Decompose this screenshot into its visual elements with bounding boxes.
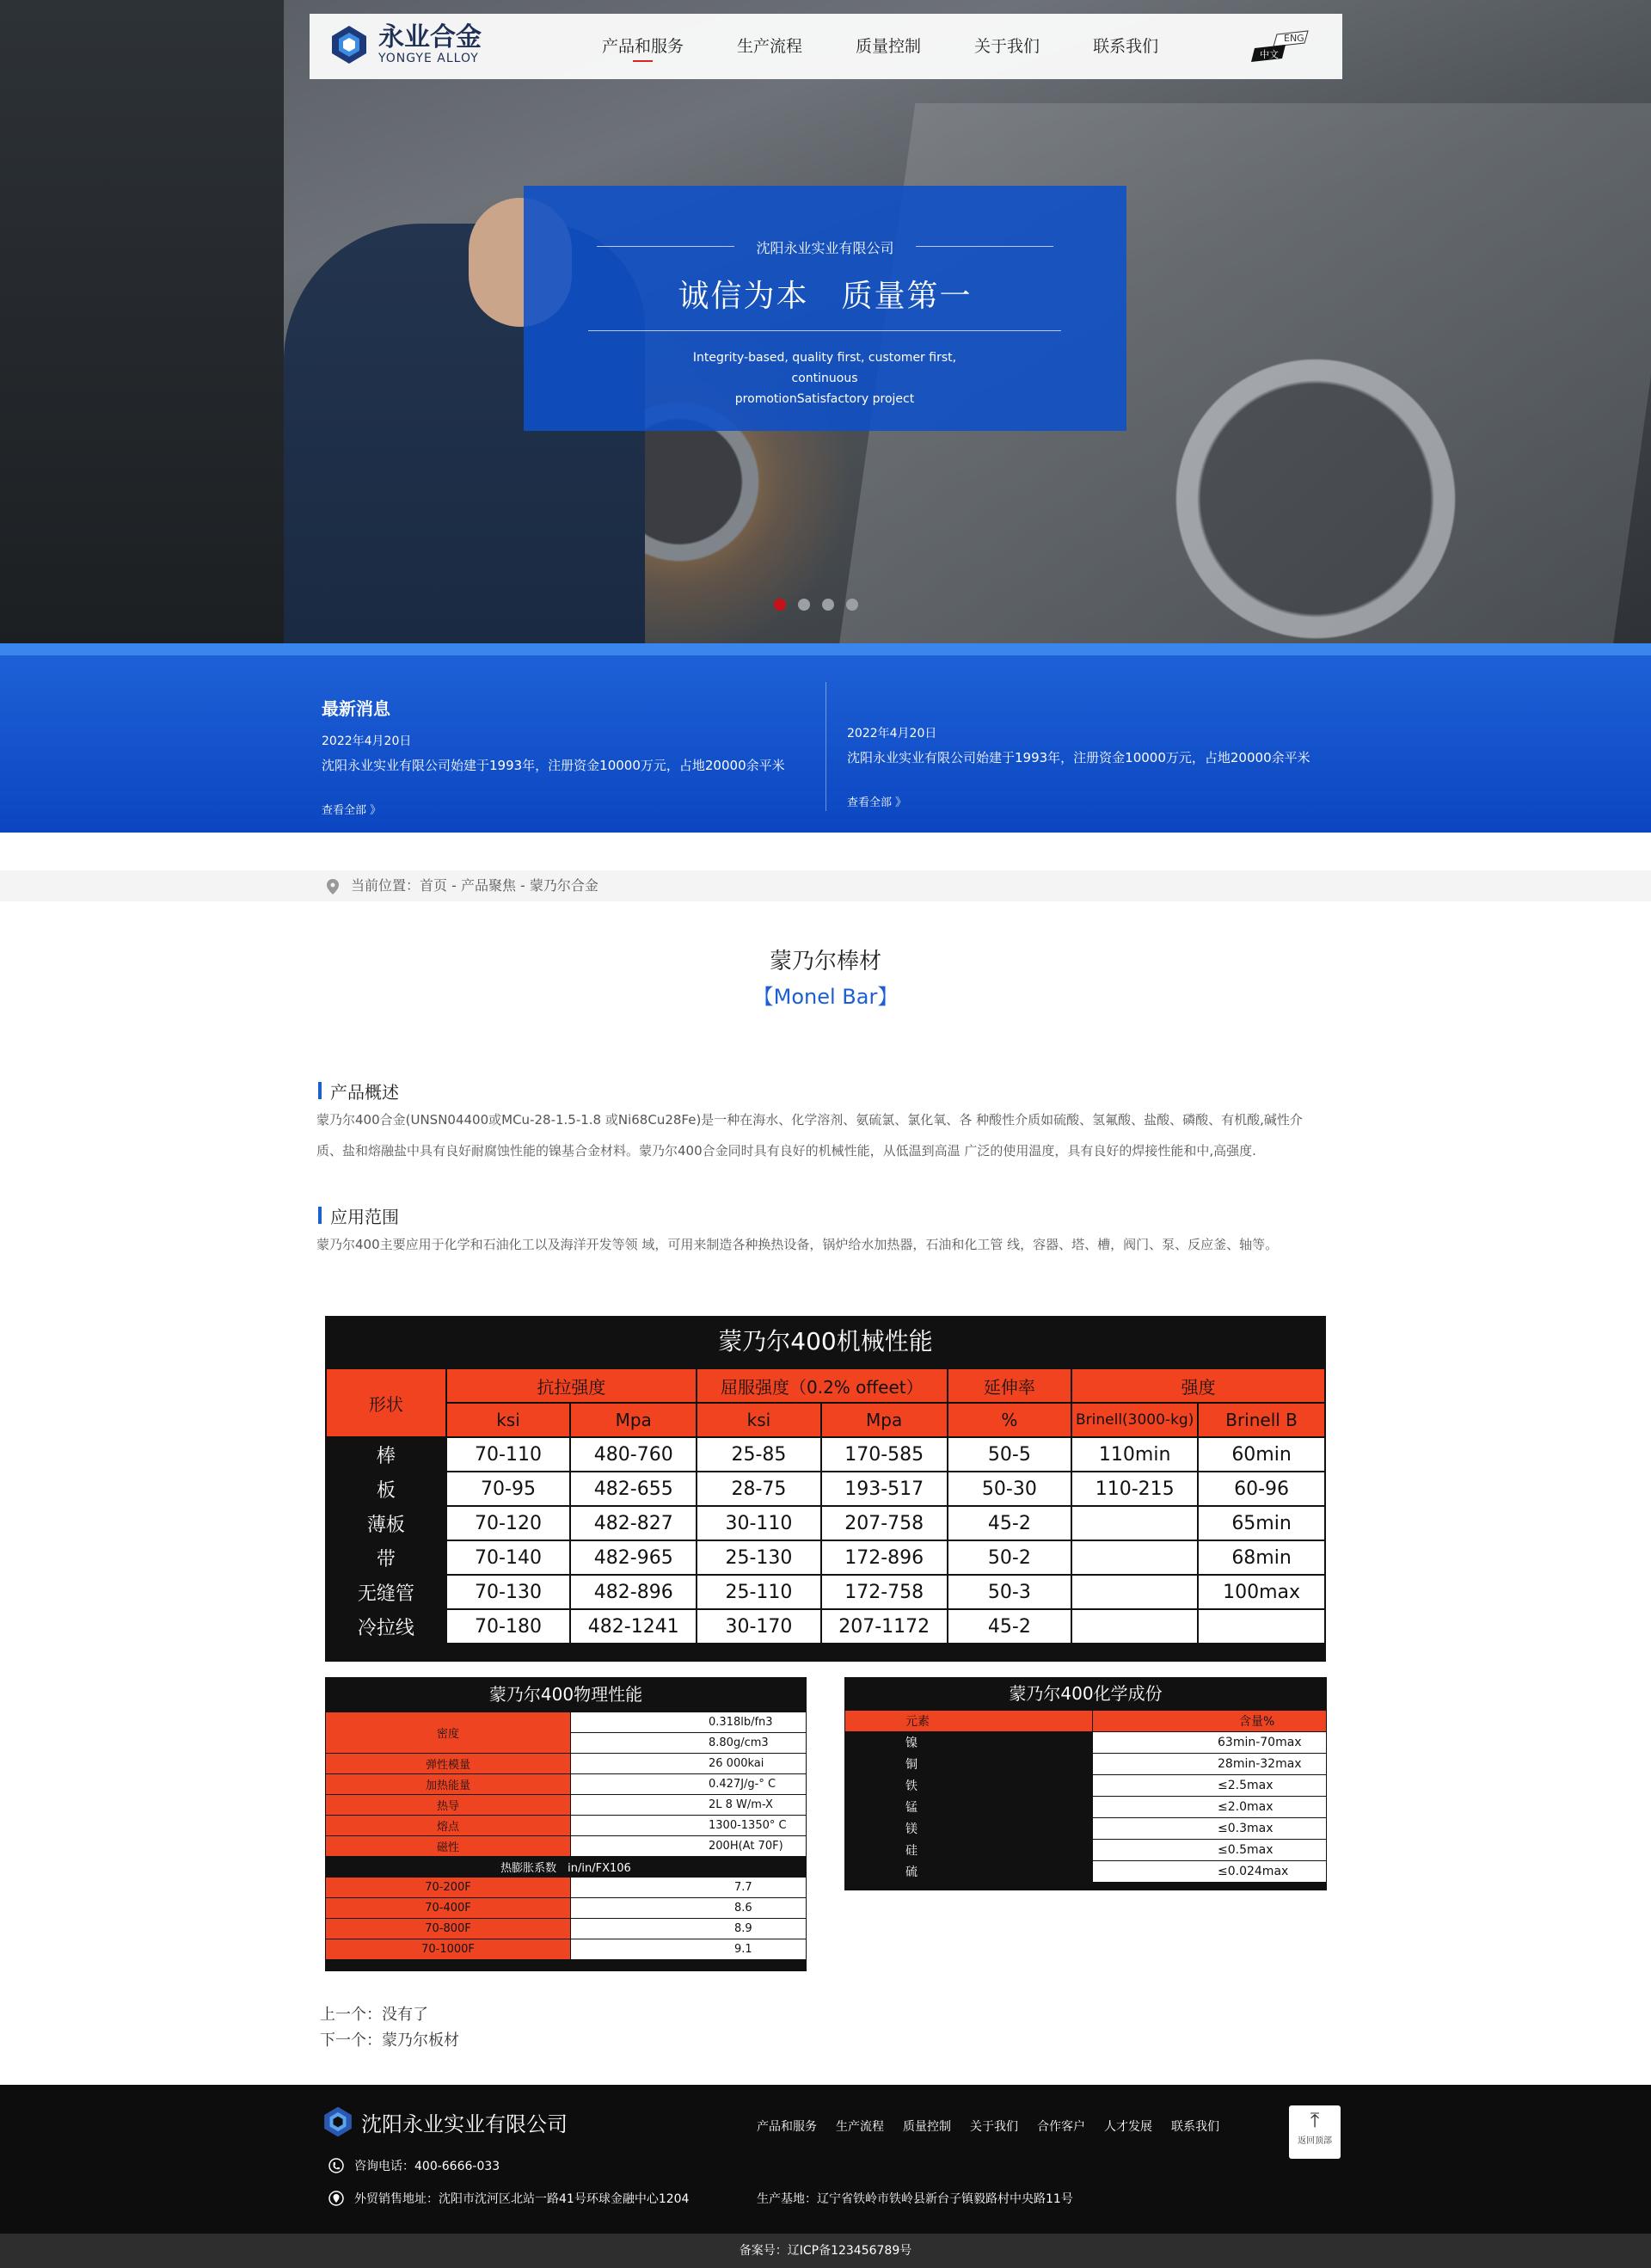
subcol-mpa: Mpa (570, 1403, 697, 1437)
table-row: 70-400F 8.6 (326, 1898, 807, 1919)
overview-heading: 产品概述 (318, 1079, 399, 1103)
news-item-2 (847, 721, 1310, 809)
footer-link-about[interactable]: 关于我们 (970, 2120, 1018, 2134)
location-pin-icon (328, 2191, 344, 2206)
news-title: 最新消息 (322, 698, 390, 719)
table-row: 带 70-140 482-965 25-130 172-896 50-2 68min (326, 1540, 1325, 1575)
news-date: 2022年4月20日 (847, 727, 937, 741)
logo-cn: 永业合金 (378, 22, 482, 52)
banner-slogan (524, 186, 1126, 431)
table-row: 镁 ≤0.3max (845, 1818, 1327, 1840)
hero-banner (0, 0, 1651, 647)
arrow-up-icon: ⤒ (1310, 2108, 1320, 2132)
col-elongation: 延伸率 (948, 1368, 1072, 1403)
table-row: 镍 63min-70max (845, 1732, 1327, 1754)
footer-phone: 咨询电话：400-6666-033 (328, 2157, 500, 2174)
col-shape: 形状 (326, 1368, 446, 1437)
footer (0, 2085, 1651, 2234)
col-hardness: 强度 (1071, 1368, 1325, 1403)
col-tensile: 抗拉强度 (446, 1368, 697, 1403)
logo[interactable] (328, 24, 482, 65)
carousel-dots (774, 599, 870, 611)
subcol-ksi: ksi (446, 1403, 571, 1437)
table-row: 棒 70-110 480-760 25-85 170-585 50-5 110min 60min (326, 1437, 1325, 1472)
table-row: 薄板 70-120 482-827 30-110 207-758 45-2 65min (326, 1506, 1325, 1540)
breadcrumb (0, 870, 1651, 901)
logo-icon (322, 2105, 354, 2138)
table-row: 无缝管 70-130 482-896 25-110 172-758 50-3 100max (326, 1575, 1325, 1609)
news-item-1 (322, 695, 785, 817)
overview-text: 蒙乃尔400合金(UNSN04400或MCu-28-1.5-1.8 或Ni68Cu28Fe)是一种在海水、化学溶剂、氨硫氯、氯化氧、各 种酸性介质如硫酸、氢氟酸、盐酸、磷酸、有机酸,碱性介质、盐和熔融盐中具有良好耐腐蚀性能的镍基合金材料。蒙乃尔400合金同时具有良好的机械性能，从低温到高温 广泛的使用温度，具有良好的焊接性能和中,高强度. (316, 1112, 1303, 1159)
logo-icon (328, 24, 370, 65)
chemical-composition-table (844, 1677, 1327, 1890)
table-row: 硅 ≤0.5max (845, 1840, 1327, 1861)
table-row: 熔点 1300-1350° C (326, 1816, 807, 1836)
main-menu (602, 14, 1212, 79)
back-to-top-button[interactable]: ⤒ 返回顶部 (1289, 2105, 1341, 2159)
carousel-dot-4[interactable] (846, 599, 858, 611)
menu-item-products[interactable]: 产品和服务 (602, 14, 684, 79)
table-row: 70-200F 7.7 (326, 1878, 807, 1898)
subcol-ksi: ksi (697, 1403, 821, 1437)
table-row: 铜 28min-32max (845, 1754, 1327, 1775)
table-row: 70-800F 8.9 (326, 1919, 807, 1939)
subcol-percent: % (948, 1403, 1072, 1437)
footer-production-base: 生产基地：辽宁省铁岭市铁岭县新台子镇毅路村中央路11号 (757, 2192, 1073, 2206)
banner-company: 沈阳永业实业有限公司 (756, 240, 894, 256)
application-heading: 应用范围 (318, 1203, 399, 1228)
table-row: 热膨胀系数 in/in/FX106 (326, 1857, 807, 1878)
lang-cn[interactable]: 中文 (1260, 49, 1279, 60)
table-row: 铁 ≤2.5max (845, 1775, 1327, 1797)
menu-item-process[interactable]: 生产流程 (737, 37, 803, 56)
table-header-row: 元素 含量% (845, 1711, 1327, 1732)
product-title: 蒙乃尔棒材 (769, 949, 881, 974)
table-row: 板 70-95 482-655 28-75 193-517 50-30 110-215 60-96 (326, 1472, 1325, 1506)
footer-logo[interactable] (322, 2105, 568, 2138)
subcol-brinell-b: Brinell B (1198, 1403, 1325, 1437)
prev-link[interactable]: 上一个：没有了 (320, 2006, 428, 2024)
footer-link-careers[interactable]: 人才发展 (1104, 2120, 1152, 2134)
footer-address: 外贸销售地址：沈阳市沈河区北站一路41号环球金融中心1204 (328, 2190, 689, 2207)
table-row: 热导 2L 8 W/m-X (326, 1795, 807, 1816)
lang-en[interactable]: ENG (1284, 33, 1304, 44)
news-more-link[interactable]: 查看全部 》 (322, 804, 382, 817)
table-row: 硫 ≤0.024max (845, 1861, 1327, 1883)
news-date: 2022年4月20日 (322, 734, 412, 748)
subcol-mpa: Mpa (821, 1403, 948, 1437)
physical-properties-table (325, 1677, 807, 1971)
location-pin-icon (327, 879, 339, 894)
news-more-link[interactable]: 查看全部 》 (847, 796, 907, 809)
application-text: 蒙乃尔400主要应用于化学和石油化工以及海洋开发等领 域，可用来制造各种换热设备，锅炉给水加热器，石油和化工管 线，容器、塔、槽，阀门、泵、反应釜、轴等。 (316, 1237, 1279, 1252)
table-row: 密度 0.318lb/fn3 (326, 1712, 807, 1733)
footer-link-products[interactable]: 产品和服务 (757, 2120, 817, 2134)
carousel-dot-1[interactable] (774, 599, 786, 611)
table-caption: 蒙乃尔400化学成份 (1009, 1683, 1163, 1704)
product-subtitle: 【Monel Bar】 (752, 985, 899, 1009)
table-caption: 蒙乃尔400物理性能 (488, 1684, 643, 1705)
phone-icon (328, 2158, 344, 2173)
subcol-brinell: Brinell(3000-kg) (1071, 1403, 1198, 1437)
table-row: 冷拉线 70-180 482-1241 30-170 207-1172 45-2 (326, 1609, 1325, 1644)
top-nav (310, 14, 1342, 79)
footer-link-quality[interactable]: 质量控制 (903, 2120, 951, 2134)
footer-link-contact[interactable]: 联系我们 (1171, 2120, 1219, 2134)
news-text[interactable]: 沈阳永业实业有限公司始建于1993年，注册资金10000万元，占地20000余平米 (847, 750, 1310, 765)
next-link[interactable]: 下一个：蒙乃尔板材 (320, 2031, 459, 2050)
table-row: 8.80g/cm3 (326, 1733, 807, 1754)
menu-item-quality[interactable]: 质量控制 (856, 37, 922, 56)
language-switch[interactable] (1251, 29, 1311, 64)
news-text[interactable]: 沈阳永业实业有限公司始建于1993年，注册资金10000万元，占地20000余平米 (322, 758, 785, 773)
menu-item-contact[interactable]: 联系我们 (1093, 37, 1159, 56)
menu-item-about[interactable]: 关于我们 (974, 37, 1040, 56)
table-row: 弹性模量 26 000kai (326, 1754, 807, 1774)
banner-english: Integrity-based, quality first, customer first, continuous promotionSatisfactory project (692, 351, 957, 406)
footer-menu (757, 2117, 1238, 2135)
footer-link-process[interactable]: 生产流程 (836, 2120, 884, 2134)
table-row: 磁性 200H(At 70F) (326, 1836, 807, 1857)
table-caption: 蒙乃尔400机械性能 (718, 1327, 933, 1355)
col-yield: 屈服强度（0.2% offeet） (697, 1368, 947, 1403)
table-row: 70-1000F 9.1 (326, 1939, 807, 1960)
icp-record: 备案号：辽ICP备123456789号 (0, 2234, 1651, 2268)
breadcrumb-text[interactable]: 当前位置：首页 - 产品聚焦 - 蒙乃尔合金 (351, 877, 598, 894)
footer-link-partners[interactable]: 合作客户 (1037, 2120, 1085, 2134)
news-section (0, 643, 1651, 833)
table-row: 加热能量 0.427J/g-° C (326, 1774, 807, 1795)
footer-company: 沈阳永业实业有限公司 (361, 2111, 568, 2136)
carousel-dot-2[interactable] (798, 599, 810, 611)
mechanical-properties-table (325, 1316, 1326, 1662)
table-row: 锰 ≤2.0max (845, 1797, 1327, 1818)
logo-en: YONGYE ALLOY (378, 52, 479, 65)
carousel-dot-3[interactable] (822, 599, 834, 611)
banner-motto: 诚信为本 质量第一 (678, 279, 973, 314)
